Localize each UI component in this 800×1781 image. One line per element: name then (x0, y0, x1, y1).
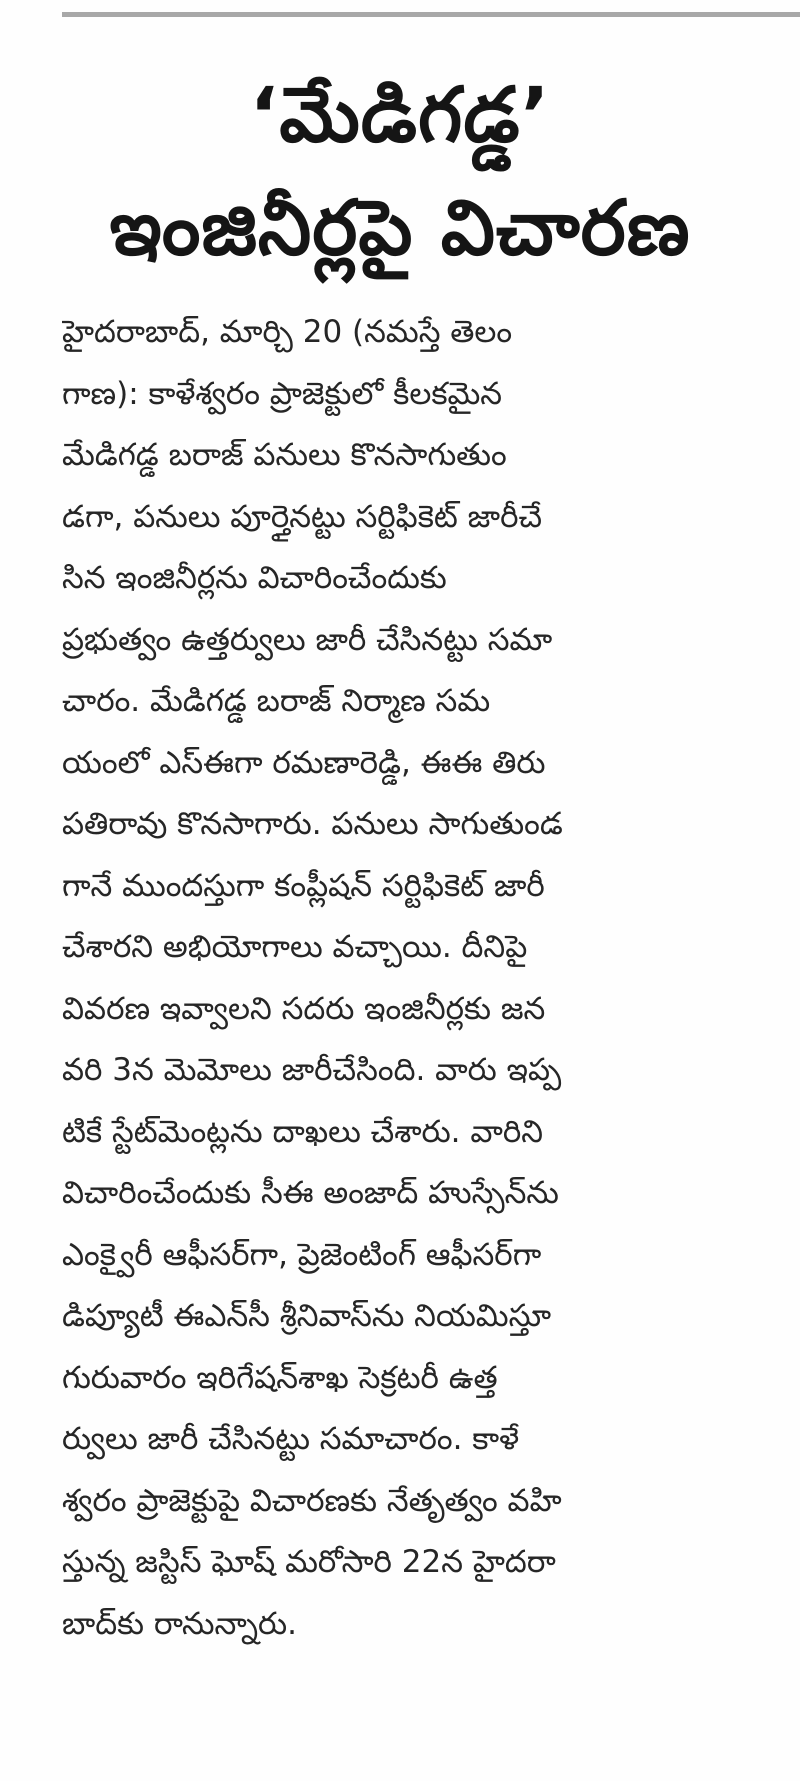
article-line: పతిరావు కొనసాగారు. పనులు సాగుతుండ (62, 806, 563, 842)
article-line: స్తున్న జస్టిస్ ఘోష్ మరోసారి 22న హైదరా (62, 1544, 556, 1580)
article-line: చారం. మేడిగడ్డ బరాజ్ నిర్మాణ సమ (62, 683, 491, 719)
article-line: గురువారం ఇరిగేషన్‌శాఖ సెక్రటరీ ఉత్త (62, 1359, 498, 1396)
article-line: విచారించేందుకు సీఈ అంజాద్ హుస్సేన్‌ను (62, 1175, 559, 1211)
article-line: ప్రభుత్వం ఉత్తర్వులు జారీ చేసినట్టు సమా (62, 621, 553, 658)
article-body (62, 302, 732, 1655)
article-line: డగా, పనులు పూర్తైనట్టు సర్టిఫికెట్ జారీచే (62, 498, 543, 535)
article-line: ర్వులు జారీ చేసినట్టు సమాచారం. కాళే (62, 1421, 520, 1457)
article-line: వివరణ ఇవ్వాలని సదరు ఇంజినీర్లకు జన (62, 990, 546, 1027)
article-line: సిన ఇంజినీర్లను విచారించేందుకు (62, 560, 447, 596)
top-divider-rule (62, 12, 800, 17)
article-line: హైదరాబాద్, మార్చి 20 (నమస్తే తెలం (62, 314, 513, 350)
headline-line-1: ‘మేడిగడ్డ’ (249, 70, 551, 159)
article-line: శ్వరం ప్రాజెక్టుపై విచారణకు నేతృత్వం వహి (62, 1482, 562, 1519)
headline-line-2: ఇంజినీర్లపై విచారణ (109, 183, 691, 272)
article-line: టికే స్టేట్‌మెంట్లను దాఖలు చేశారు. వారిని (62, 1113, 544, 1150)
article-line: వరి 3న మెమోలు జారీచేసింది. వారు ఇప్ప (62, 1052, 562, 1088)
article-line: గాణ): కాళేశ్వరం ప్రాజెక్టులో కీలకమైన (62, 375, 503, 412)
article-line: డిప్యూటీ ఈఎన్‌సీ శ్రీనివాస్‌ను నియమిస్తూ (62, 1298, 552, 1334)
article-line: ఎంక్వైరీ ఆఫీసర్‌గా, ప్రెజెంటింగ్ ఆఫీసర్‌గా (62, 1236, 542, 1273)
article-line: మేడిగడ్డ బరాజ్ పనులు కొనసాగుతుం (62, 437, 507, 473)
article-line: యంలో ఎస్ఈగా రమణారెడ్డి, ఈఈ తిరు (62, 744, 546, 781)
article-line: బాద్‌కు రానున్నారు. (62, 1605, 297, 1642)
article-line: గానే ముందస్తుగా కంప్లీషన్ సర్టిఫికెట్ జారీ (62, 867, 545, 904)
article-line: చేశారని అభియోగాలు వచ్చాయి. దీనిపై (62, 929, 528, 965)
